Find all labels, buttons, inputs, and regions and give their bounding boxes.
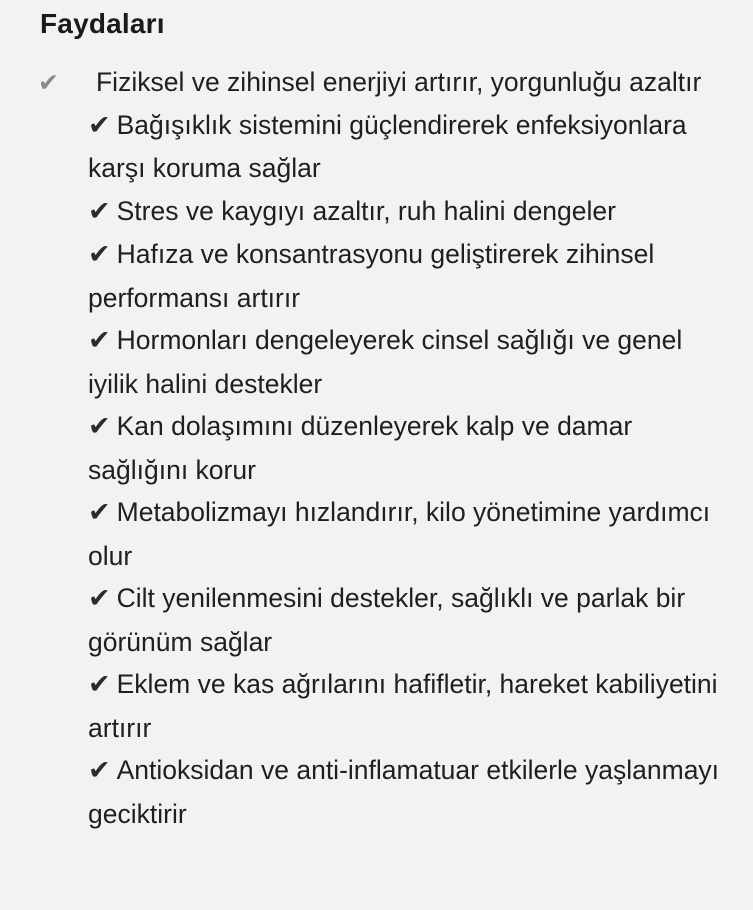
list-item [88,190,728,234]
list-item [88,491,728,577]
checkmark-icon: ✔ [88,669,111,700]
checkmark-icon: ✔ [88,109,111,141]
list-item [88,319,728,405]
list-item [38,61,728,104]
checkmark-icon: ✔ [88,411,111,442]
checkmark-icon: ✔ [88,755,111,786]
list-item-text: Stres ve kaygıyı azaltır, ruh halini dengeler [116,195,616,226]
list-item-text: Fiziksel ve zihinsel enerjiyi artırır, yorgunluğu azaltır [96,67,702,97]
section-heading: Faydaları [40,8,165,39]
list-item-text: Kan dolaşımını düzenleyerek kalp ve damar sağlığını korur [88,411,633,485]
list-item-text: Antioksidan ve anti-inflamatuar etkilerle yaşlanmayı geciktirir [88,755,720,829]
list-item-text: Eklem ve kas ağrılarını hafifletir, hareket kabiliyetini artırır [88,669,718,743]
list-item [88,577,728,663]
benefits-list [38,61,728,835]
list-item-text: Hafıza ve konsantrasyonu geliştirerek zihinsel performansı artırır [88,239,655,313]
checkmark-icon: ✔ [88,497,111,528]
checkmark-icon: ✔ [88,195,111,227]
list-item [88,104,728,190]
list-item-text: Hormonları dengeleyerek cinsel sağlığı ve genel iyilik halini destekler [88,325,683,399]
list-item [88,749,728,835]
list-item [88,663,728,749]
checkmark-icon: ✔ [38,68,59,97]
list-item-text: Metabolizmayı hızlandırır, kilo yönetimine yardımcı olur [88,497,711,571]
list-item [88,405,728,491]
checkmark-icon: ✔ [88,583,111,614]
checkmark-icon: ✔ [88,239,111,270]
list-item-text: Bağışıklık sistemini güçlendirerek enfeksiyonlara karşı koruma sağlar [88,109,687,183]
list-item-text: Cilt yenilenmesini destekler, sağlıklı ve parlak bir görünüm sağlar [88,583,686,657]
checkmark-icon: ✔ [88,325,111,356]
list-item [88,233,728,319]
